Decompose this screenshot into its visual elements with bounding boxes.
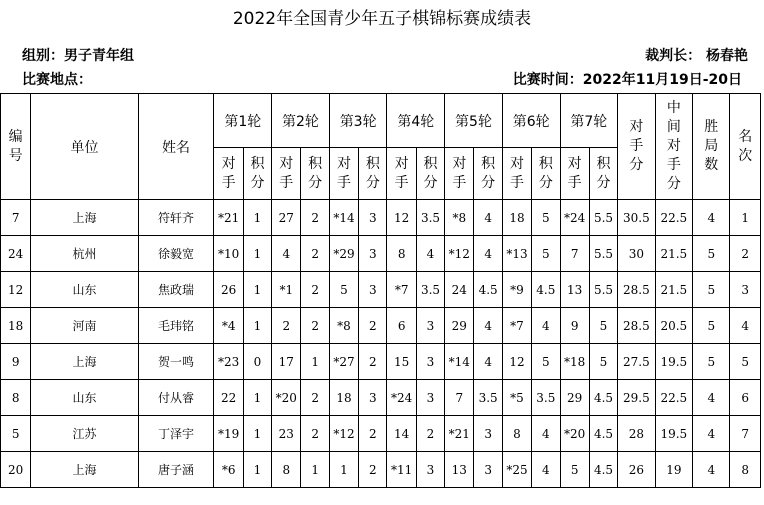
cell-round-2-points: 1 xyxy=(301,344,329,380)
cell-unit: 上海 xyxy=(31,452,138,488)
header-row-rounds xyxy=(1,94,761,148)
cell-round-6-points: 4 xyxy=(532,416,560,452)
cell-round-7-points: 4.5 xyxy=(589,416,617,452)
cell-wins: 4 xyxy=(693,200,730,236)
cell-round-7-opponent: 5 xyxy=(560,452,589,488)
cell-unit: 上海 xyxy=(31,200,138,236)
cell-no: 8 xyxy=(1,380,31,416)
cell-round-3-opponent: 18 xyxy=(329,380,358,416)
cell-round-1-points: 1 xyxy=(243,272,271,308)
cell-round-1-opponent: *23 xyxy=(214,344,243,380)
cell-round-6-opponent: 8 xyxy=(502,416,531,452)
cell-round-1-points: 1 xyxy=(243,452,271,488)
cell-name: 毛玮铭 xyxy=(138,308,214,344)
cell-round-5-opponent: *12 xyxy=(445,236,474,272)
header-opp: 对手 xyxy=(214,148,243,200)
cell-round-5-opponent: 7 xyxy=(445,380,474,416)
cell-round-4-opponent: 14 xyxy=(387,416,416,452)
cell-round-4-opponent: *11 xyxy=(387,452,416,488)
cell-round-7-opponent: *18 xyxy=(560,344,589,380)
cell-round-4-points: 3 xyxy=(416,452,444,488)
table-row xyxy=(1,344,761,380)
table-row xyxy=(1,272,761,308)
cell-no: 20 xyxy=(1,452,31,488)
cell-round-2-opponent: 17 xyxy=(272,344,301,380)
cell-round-7-points: 4.5 xyxy=(589,380,617,416)
cell-round-5-opponent: *21 xyxy=(445,416,474,452)
cell-round-5-opponent: 24 xyxy=(445,272,474,308)
cell-round-1-opponent: 22 xyxy=(214,380,243,416)
cell-unit: 杭州 xyxy=(31,236,138,272)
cell-name: 付从睿 xyxy=(138,380,214,416)
cell-no: 5 xyxy=(1,416,31,452)
cell-round-2-opponent: *1 xyxy=(272,272,301,308)
cell-round-7-points: 5.5 xyxy=(589,200,617,236)
cell-wins: 4 xyxy=(693,416,730,452)
header-unit: 单位 xyxy=(31,94,138,200)
cell-wins: 4 xyxy=(693,380,730,416)
cell-round-2-points: 2 xyxy=(301,200,329,236)
cell-mid-opp-score: 22.5 xyxy=(655,200,692,236)
cell-name: 符轩齐 xyxy=(138,200,214,236)
cell-wins: 4 xyxy=(693,452,730,488)
cell-round-6-points: 3.5 xyxy=(532,380,560,416)
header-name: 姓名 xyxy=(138,94,214,200)
group-label: 组别：男子青年组 xyxy=(22,48,134,64)
cell-round-6-opponent: 12 xyxy=(502,344,531,380)
cell-round-4-points: 2 xyxy=(416,416,444,452)
cell-round-6-opponent: *25 xyxy=(502,452,531,488)
cell-round-5-opponent: 29 xyxy=(445,308,474,344)
table-row xyxy=(1,380,761,416)
header-round-1: 第1轮 xyxy=(214,94,272,148)
cell-round-4-opponent: *24 xyxy=(387,380,416,416)
header-pts: 积分 xyxy=(474,148,502,200)
cell-round-2-points: 1 xyxy=(301,452,329,488)
cell-round-3-opponent: 5 xyxy=(329,272,358,308)
cell-rank: 3 xyxy=(730,272,761,308)
cell-round-4-points: 4 xyxy=(416,236,444,272)
cell-no: 7 xyxy=(1,200,31,236)
header-pts: 积分 xyxy=(532,148,560,200)
cell-round-5-points: 4 xyxy=(474,344,502,380)
cell-mid-opp-score: 19.5 xyxy=(655,344,692,380)
period-label: 比赛时间：2022年11月19日-20日 xyxy=(512,72,742,88)
cell-round-7-points: 4.5 xyxy=(589,452,617,488)
cell-unit: 上海 xyxy=(31,344,138,380)
cell-round-7-opponent: 13 xyxy=(560,272,589,308)
cell-round-7-opponent: 7 xyxy=(560,236,589,272)
header-opp: 对手 xyxy=(445,148,474,200)
header-round-7: 第7轮 xyxy=(560,94,618,148)
cell-rank: 2 xyxy=(730,236,761,272)
cell-rank: 6 xyxy=(730,380,761,416)
cell-round-7-points: 5.5 xyxy=(589,272,617,308)
cell-opp-score: 28.5 xyxy=(618,308,655,344)
cell-rank: 5 xyxy=(730,344,761,380)
cell-no: 9 xyxy=(1,344,31,380)
cell-round-7-opponent: 9 xyxy=(560,308,589,344)
cell-round-2-opponent: 4 xyxy=(272,236,301,272)
cell-round-4-opponent: 6 xyxy=(387,308,416,344)
cell-mid-opp-score: 19.5 xyxy=(655,416,692,452)
cell-round-1-opponent: *6 xyxy=(214,452,243,488)
cell-round-1-opponent: *21 xyxy=(214,200,243,236)
cell-mid-opp-score: 19 xyxy=(655,452,692,488)
cell-opp-score: 29.5 xyxy=(618,380,655,416)
cell-mid-opp-score: 21.5 xyxy=(655,272,692,308)
cell-mid-opp-score: 22.5 xyxy=(655,380,692,416)
cell-round-1-opponent: *4 xyxy=(214,308,243,344)
cell-rank: 7 xyxy=(730,416,761,452)
cell-round-7-opponent: *20 xyxy=(560,416,589,452)
header-pts: 积分 xyxy=(416,148,444,200)
cell-round-6-points: 4 xyxy=(532,452,560,488)
cell-round-3-opponent: *29 xyxy=(329,236,358,272)
table-row xyxy=(1,236,761,272)
header-pts: 积分 xyxy=(589,148,617,200)
cell-name: 唐子涵 xyxy=(138,452,214,488)
cell-round-3-points: 2 xyxy=(359,308,387,344)
cell-unit: 山东 xyxy=(31,380,138,416)
cell-round-4-opponent: 8 xyxy=(387,236,416,272)
header-pts: 积分 xyxy=(243,148,271,200)
cell-round-6-points: 4 xyxy=(532,308,560,344)
cell-round-2-points: 2 xyxy=(301,236,329,272)
cell-round-4-points: 3.5 xyxy=(416,200,444,236)
cell-round-2-points: 2 xyxy=(301,308,329,344)
cell-round-4-points: 3 xyxy=(416,308,444,344)
cell-mid-opp-score: 21.5 xyxy=(655,236,692,272)
cell-round-4-opponent: 12 xyxy=(387,200,416,236)
cell-round-6-points: 5 xyxy=(532,200,560,236)
cell-round-1-points: 1 xyxy=(243,236,271,272)
cell-name: 焦政瑞 xyxy=(138,272,214,308)
cell-round-2-points: 2 xyxy=(301,272,329,308)
cell-round-4-points: 3 xyxy=(416,380,444,416)
table-row xyxy=(1,416,761,452)
cell-round-3-points: 3 xyxy=(359,380,387,416)
cell-wins: 5 xyxy=(693,272,730,308)
cell-round-4-opponent: *7 xyxy=(387,272,416,308)
cell-round-5-points: 4.5 xyxy=(474,272,502,308)
venue-label: 比赛地点： xyxy=(22,72,92,88)
cell-unit: 河南 xyxy=(31,308,138,344)
cell-rank: 4 xyxy=(730,308,761,344)
cell-round-5-points: 3.5 xyxy=(474,380,502,416)
cell-rank: 8 xyxy=(730,452,761,488)
cell-opp-score: 28.5 xyxy=(618,272,655,308)
cell-round-1-points: 1 xyxy=(243,416,271,452)
cell-round-4-points: 3.5 xyxy=(416,272,444,308)
header-round-2: 第2轮 xyxy=(272,94,330,148)
cell-unit: 山东 xyxy=(31,272,138,308)
header-opp: 对手 xyxy=(560,148,589,200)
cell-round-3-points: 2 xyxy=(359,416,387,452)
cell-round-3-opponent: *8 xyxy=(329,308,358,344)
cell-opp-score: 27.5 xyxy=(618,344,655,380)
header-no: 编号 xyxy=(1,94,31,200)
header-round-4: 第4轮 xyxy=(387,94,445,148)
header-round-3: 第3轮 xyxy=(329,94,387,148)
header-opp-score: 对手分 xyxy=(618,94,655,200)
cell-round-3-points: 3 xyxy=(359,272,387,308)
header-opp: 对手 xyxy=(387,148,416,200)
cell-opp-score: 28 xyxy=(618,416,655,452)
cell-round-3-points: 2 xyxy=(359,452,387,488)
cell-rank: 1 xyxy=(730,200,761,236)
header-pts: 积分 xyxy=(301,148,329,200)
header-pts: 积分 xyxy=(359,148,387,200)
cell-no: 18 xyxy=(1,308,31,344)
header-round-5: 第5轮 xyxy=(445,94,503,148)
header-opp: 对手 xyxy=(329,148,358,200)
cell-round-3-points: 3 xyxy=(359,200,387,236)
cell-opp-score: 30 xyxy=(618,236,655,272)
cell-round-1-points: 1 xyxy=(243,200,271,236)
cell-wins: 5 xyxy=(693,236,730,272)
cell-round-1-opponent: 26 xyxy=(214,272,243,308)
cell-wins: 5 xyxy=(693,344,730,380)
cell-round-2-opponent: *20 xyxy=(272,380,301,416)
cell-name: 徐毅宽 xyxy=(138,236,214,272)
cell-round-4-points: 3 xyxy=(416,344,444,380)
table-row xyxy=(1,200,761,236)
cell-round-7-opponent: *24 xyxy=(560,200,589,236)
cell-round-5-points: 4 xyxy=(474,200,502,236)
cell-round-5-points: 3 xyxy=(474,416,502,452)
cell-name: 丁泽宇 xyxy=(138,416,214,452)
page-title: 2022年全国青少年五子棋锦标赛成绩表 xyxy=(232,9,532,29)
header-wins: 胜局数 xyxy=(693,94,730,200)
header-opp: 对手 xyxy=(272,148,301,200)
referee-label: 裁判长： 杨春艳 xyxy=(645,48,748,64)
cell-opp-score: 26 xyxy=(618,452,655,488)
results-table xyxy=(0,93,761,488)
cell-round-5-opponent: *14 xyxy=(445,344,474,380)
cell-round-5-opponent: 13 xyxy=(445,452,474,488)
cell-round-5-opponent: *8 xyxy=(445,200,474,236)
header-mid-opp-score: 中间对手分 xyxy=(655,94,692,200)
header-rank: 名次 xyxy=(730,94,761,200)
cell-round-6-points: 4.5 xyxy=(532,272,560,308)
cell-round-1-opponent: *19 xyxy=(214,416,243,452)
cell-round-5-points: 3 xyxy=(474,452,502,488)
cell-no: 12 xyxy=(1,272,31,308)
cell-round-7-opponent: 29 xyxy=(560,380,589,416)
cell-round-7-points: 5.5 xyxy=(589,236,617,272)
cell-round-2-opponent: 27 xyxy=(272,200,301,236)
cell-round-3-points: 3 xyxy=(359,236,387,272)
cell-round-5-points: 4 xyxy=(474,236,502,272)
cell-round-1-points: 1 xyxy=(243,380,271,416)
cell-round-5-points: 4 xyxy=(474,308,502,344)
cell-round-6-opponent: 18 xyxy=(502,200,531,236)
cell-round-6-points: 5 xyxy=(532,236,560,272)
cell-round-6-opponent: *13 xyxy=(502,236,531,272)
cell-round-6-opponent: *5 xyxy=(502,380,531,416)
cell-round-7-points: 5 xyxy=(589,344,617,380)
cell-round-6-opponent: *9 xyxy=(502,272,531,308)
cell-round-2-opponent: 8 xyxy=(272,452,301,488)
cell-round-3-opponent: *12 xyxy=(329,416,358,452)
cell-round-2-opponent: 2 xyxy=(272,308,301,344)
cell-name: 贺一鸣 xyxy=(138,344,214,380)
table-row xyxy=(1,452,761,488)
cell-round-3-points: 2 xyxy=(359,344,387,380)
cell-round-2-points: 2 xyxy=(301,380,329,416)
cell-round-4-opponent: 15 xyxy=(387,344,416,380)
cell-round-1-points: 0 xyxy=(243,344,271,380)
cell-round-3-opponent: *14 xyxy=(329,200,358,236)
header-round-6: 第6轮 xyxy=(502,94,560,148)
cell-mid-opp-score: 20.5 xyxy=(655,308,692,344)
cell-round-6-opponent: *7 xyxy=(502,308,531,344)
cell-round-3-opponent: 1 xyxy=(329,452,358,488)
cell-wins: 5 xyxy=(693,308,730,344)
cell-opp-score: 30.5 xyxy=(618,200,655,236)
cell-round-1-opponent: *10 xyxy=(214,236,243,272)
header-opp: 对手 xyxy=(502,148,531,200)
cell-unit: 江苏 xyxy=(31,416,138,452)
cell-round-3-opponent: *27 xyxy=(329,344,358,380)
cell-round-7-points: 5 xyxy=(589,308,617,344)
cell-no: 24 xyxy=(1,236,31,272)
table-row xyxy=(1,308,761,344)
cell-round-6-points: 5 xyxy=(532,344,560,380)
cell-round-1-points: 1 xyxy=(243,308,271,344)
cell-round-2-points: 2 xyxy=(301,416,329,452)
cell-round-2-opponent: 23 xyxy=(272,416,301,452)
